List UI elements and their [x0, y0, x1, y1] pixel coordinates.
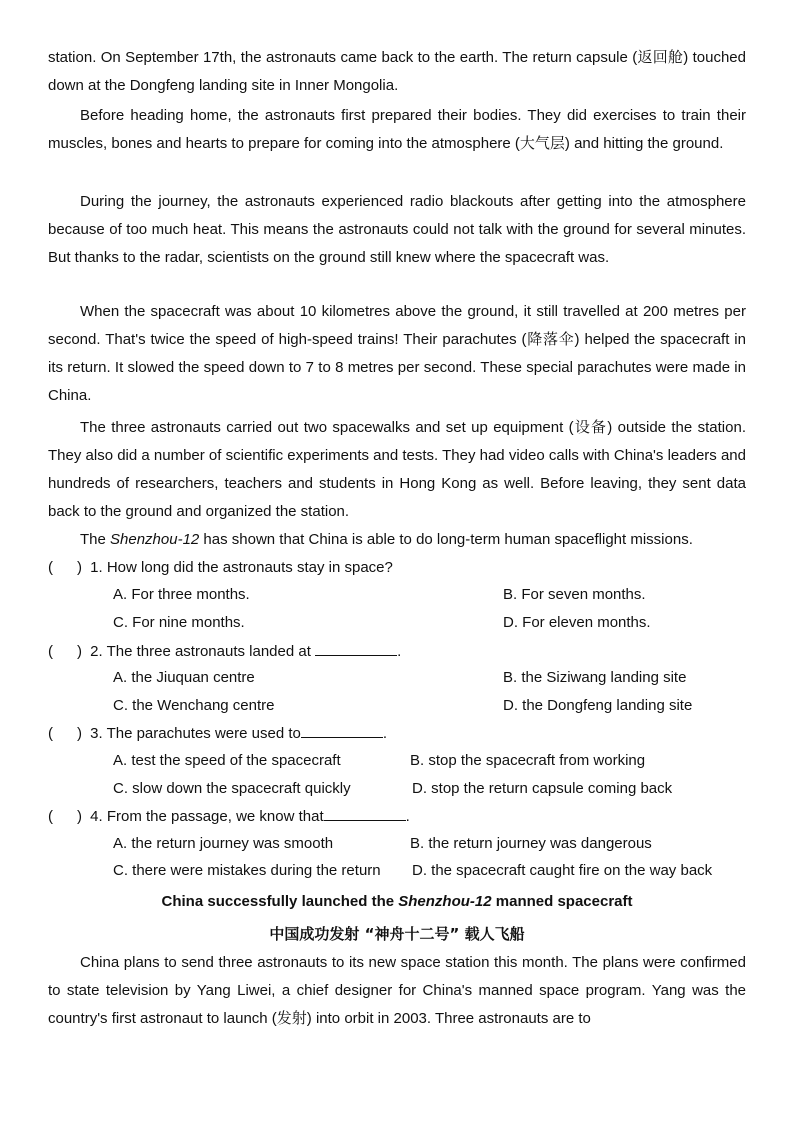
passage-paragraph-1: station. On September 17th, the astronauts came back to the earth. The return capsule (返回舱) touched down at the Dongfeng landing site in Inner Mongolia.	[48, 49, 746, 94]
option-a[interactable]: A. test the speed of the spacecraft	[113, 752, 341, 769]
option-d[interactable]: D. the spacecraft caught fire on the way back	[412, 862, 713, 879]
question-1	[48, 558, 393, 578]
option-c[interactable]: C. the Wenchang centre	[113, 697, 275, 714]
question-text: 4. From the passage, we know that	[90, 808, 324, 825]
question-text: 1. How long did the astronauts stay in space?	[90, 559, 393, 576]
article-title-chinese: 中国成功发射 “神舟十二号” 载人飞船	[269, 925, 525, 943]
question-2: ( ) 2. The three astronauts landed at .	[48, 643, 402, 660]
option-c[interactable]: C. there were mistakes during the return	[113, 862, 381, 879]
spacecraft-name: Shenzhou-12	[110, 531, 200, 548]
option-a[interactable]: A. the return journey was smooth	[113, 835, 334, 852]
option-c[interactable]: C. For nine months.	[113, 614, 245, 631]
spacecraft-name: Shenzhou-12	[398, 893, 492, 910]
answer-bracket[interactable]: ( )	[48, 808, 82, 825]
option-b[interactable]: B. For seven months.	[503, 586, 646, 603]
option-b[interactable]: B. stop the spacecraft from working	[410, 752, 646, 769]
answer-bracket[interactable]: ( )	[48, 559, 82, 576]
passage-paragraph-3: During the journey, the astronauts experienced radio blackouts after getting into the atmosphere because of too much heat. This means the astronauts could not talk with the ground for several minutes. But thanks to the radar, scientists on the ground still knew where the spacecraft was.	[48, 193, 746, 266]
option-d[interactable]: D. stop the return capsule coming back	[412, 780, 673, 797]
question-text: 2. The three astronauts landed at	[90, 643, 311, 660]
question-4: ( ) 4. From the passage, we know that .	[48, 808, 410, 825]
option-c[interactable]: C. slow down the spacecraft quickly	[113, 780, 351, 797]
answer-blank	[301, 723, 383, 738]
article-body: China plans to send three astronauts to its new space station this month. The plans were confirmed to state television by Yang Liwei, a chief designer for China's manned space program. Yang was the country's first astronaut to launch (发射) into orbit in 2003. Three astronauts are to	[48, 954, 746, 1027]
option-a[interactable]: A. the Jiuquan centre	[113, 669, 255, 686]
passage-paragraph-2: Before heading home, the astronauts first prepared their bodies. They did exercises to train their muscles, bones and hearts to prepare for coming into the atmosphere (大气层) and hitting the ground.	[48, 107, 746, 152]
option-d[interactable]: D. For eleven months.	[503, 614, 651, 631]
option-a[interactable]: A. For three months.	[113, 586, 250, 603]
passage-paragraph-5: The three astronauts carried out two spacewalks and set up equipment (设备) outside the station. They also did a number of scientific experiments and tests. They had video calls with China's leaders and hundreds of researchers, teachers and students in Hong Kong as well. Before leaving, they sent data back to the ground and organized the station.	[48, 419, 746, 520]
passage-closing-sentence: The Shenzhou-12 has shown that China is able to do long-term human spaceflight missions.	[80, 531, 693, 548]
passage-paragraph-4: When the spacecraft was about 10 kilometres above the ground, it still travelled at 200 metres per second. That's twice the speed of high-speed trains! Their parachutes (降落伞) helped the spacecraft in its return. It slowed the speed down to 7 to 8 metres per second. These special parachutes were made in China.	[48, 303, 746, 404]
option-d[interactable]: D. the Dongfeng landing site	[503, 697, 693, 714]
question-3: ( ) 3. The parachutes were used to .	[48, 725, 388, 742]
answer-blank	[315, 641, 397, 656]
article-title: China successfully launched the Shenzhou-12 manned spacecraft	[161, 893, 633, 910]
answer-bracket[interactable]: ( )	[48, 725, 82, 742]
question-text: 3. The parachutes were used to	[90, 725, 301, 742]
answer-blank	[324, 806, 406, 821]
option-b[interactable]: B. the return journey was dangerous	[410, 835, 652, 852]
option-b[interactable]: B. the Siziwang landing site	[503, 669, 687, 686]
answer-bracket[interactable]: ( )	[48, 643, 82, 660]
